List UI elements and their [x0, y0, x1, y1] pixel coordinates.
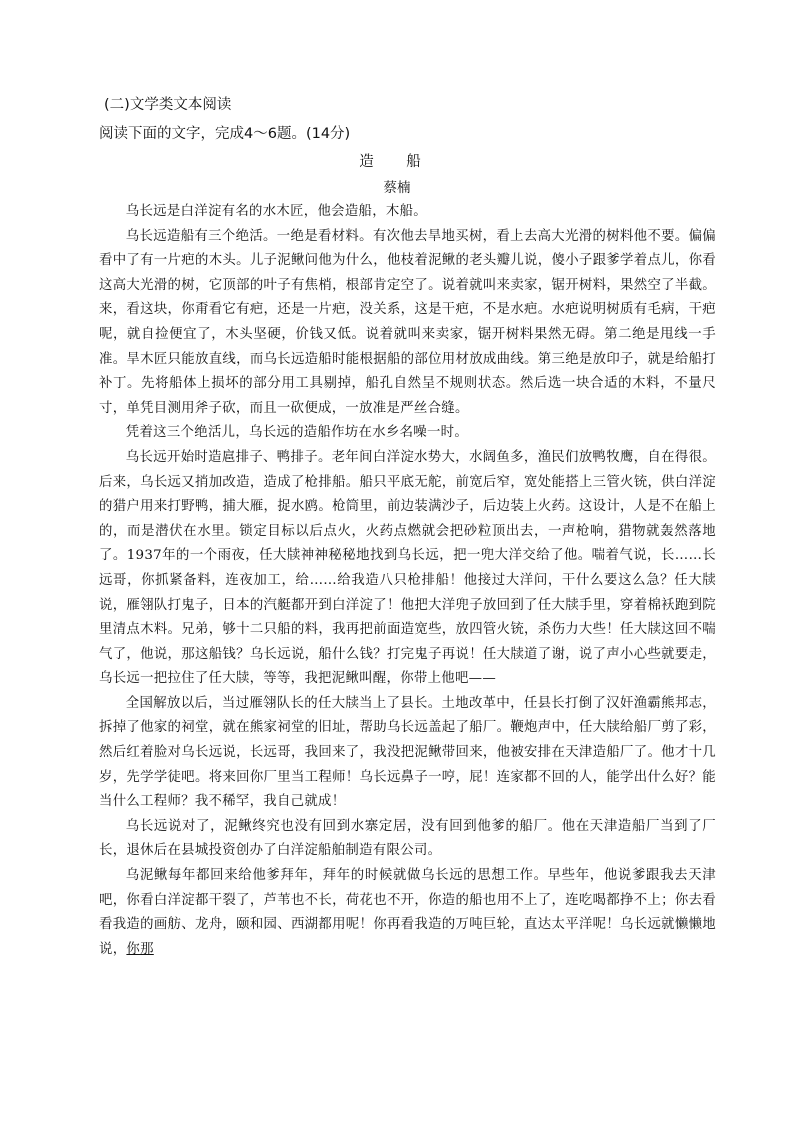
- essay-author: 蔡楠: [383, 180, 411, 196]
- paragraph: 全国解放以后，当过雁翎队长的任大牍当上了县长。土地改革中，任县长打倒了汉奸渔霸熊邦志，拆掉了他家的祠堂，就在熊家祠堂的旧址，帮助乌长远盖起了船厂。鞭炮声中，任大牍给船厂剪了彩，然后红着脸对乌长远说，长远哥，我回来了，我没把泥鳅带回来，他被安排在天津造船厂了。他才十几岁，先学学徒吧。将来回你厂里当工程师！乌长远鼻子一哼，屁！连家都不回的人，能学出什么好？能当什么工程师？我不稀罕，我自己就成！: [99, 695, 716, 810]
- paragraph: 乌长远是白洋淀有名的水木匠，他会造船，木船。: [125, 204, 427, 219]
- underlined-text: 你那: [126, 941, 154, 957]
- essay-title: 造 船: [359, 154, 435, 170]
- paragraph-text: 乌泥鳅每年都回来给他爹拜年，拜年的时候就做乌长远的思想工作。早些年，他说爹跟我去天津吧，你看白洋淀都干裂了，芦苇也不长，荷花也不开，你造的船也用不上了，连吃喝都挣不上；你去看看我造的画舫、龙舟，颐和园、西湖都用呢！你再看我造的万吨巨轮，直达太平洋呢！乌长远就懒懒地说，: [99, 868, 716, 957]
- paragraph: 乌长远开始时造扈排子、鸭排子。老年间白洋淀水势大，水阔鱼多，渔民们放鸭牧鹰，自在得很。后来，乌长远又捎加改造，造成了枪排船。船只平底无舵，前宽后窄，宽处能搭上三管火铳，供白洋淀的猎户用来打野鸭，捕大雁，捉水鸥。枪筒里，前边装满沙子，后边装上火药。这设计，人是不在船上的，而是潜伏在水里。锁定目标以后点火，火药点燃就会把砂粒顶出去，一声枪响，猎物就轰然落地了。1937年的一个雨夜，任大牍神神秘秘地找到乌长远，把一兜大洋交给了他。喘着气说，长……长远哥，你抓紧备料，连夜加工，给……给我造八只枪排船！他接过大洋问，干什么要这么急？任大牍说，雁翎队打鬼子，日本的汽艇都开到白洋淀了！他把大洋兜子放回到了任大牍手里，穿着棉袄跑到院里清点木料。兄弟，够十二只船的料，我再把前面造宽些，放四管火铳，杀伤力大些！任大牍这回不喘气了，他说，那这船钱？乌长远说，船什么钱？打完鬼子再说！任大牍道了谢，说了声小心些就要走，乌长远一把拉住了任大牍，等等，我把泥鳅叫醒，你带上他吧——: [99, 449, 716, 687]
- paragraph: 乌长远造船有三个绝活。一绝是看材料。有次他去旱地买树，看上去高大光滑的树料他不要。偏偏看中了有一片疤的木头。儿子泥鳅问他为什么，他枝着泥鳅的老头瓣儿说，傻小子跟爹学着点儿，你看这高大光滑的树，它顶部的叶子有焦梢，根部肯定空了。说着就叫来卖家，锯开树料，果然空了半截。来，看这块，你甭看它有疤，还是一片疤，没关系，这是干疤，不是水疤。水疤说明树质有毛病，干疤呢，就自捡便宜了，木头坚硬，价钱又低。说着就叫来卖家，锯开树料果然无碍。第二绝是甩线一手准。旱木匠只能放直线，而乌长远造船时能根据船的部位用材放成曲线。第三绝是放印子，就是给船打补丁。先将船体上损坏的部分用工具剔掉，船孔自然呈不规则状态。然后选一块合适的木料，不量尺寸，单凭目测用斧子砍，而且一砍便成，一放准是严丝合缝。: [99, 228, 716, 416]
- paragraph-last: [99, 864, 716, 962]
- question-instruction: 阅读下面的文字，完成4～6题。(14分): [99, 126, 351, 142]
- paragraph: 凭着这三个绝活儿，乌长远的造船作坊在水乡名噪一时。: [125, 425, 469, 441]
- paragraph: 乌长远说对了，泥鳅终究也没有回到水寨定居，没有回到他爹的船厂。他在天津造船厂当到了厂长，退休后在县城投资创办了白洋淀船舶制造有限公司。: [99, 818, 716, 859]
- essay-body: [99, 200, 716, 962]
- section-title: (二)文学类文本阅读: [104, 97, 232, 113]
